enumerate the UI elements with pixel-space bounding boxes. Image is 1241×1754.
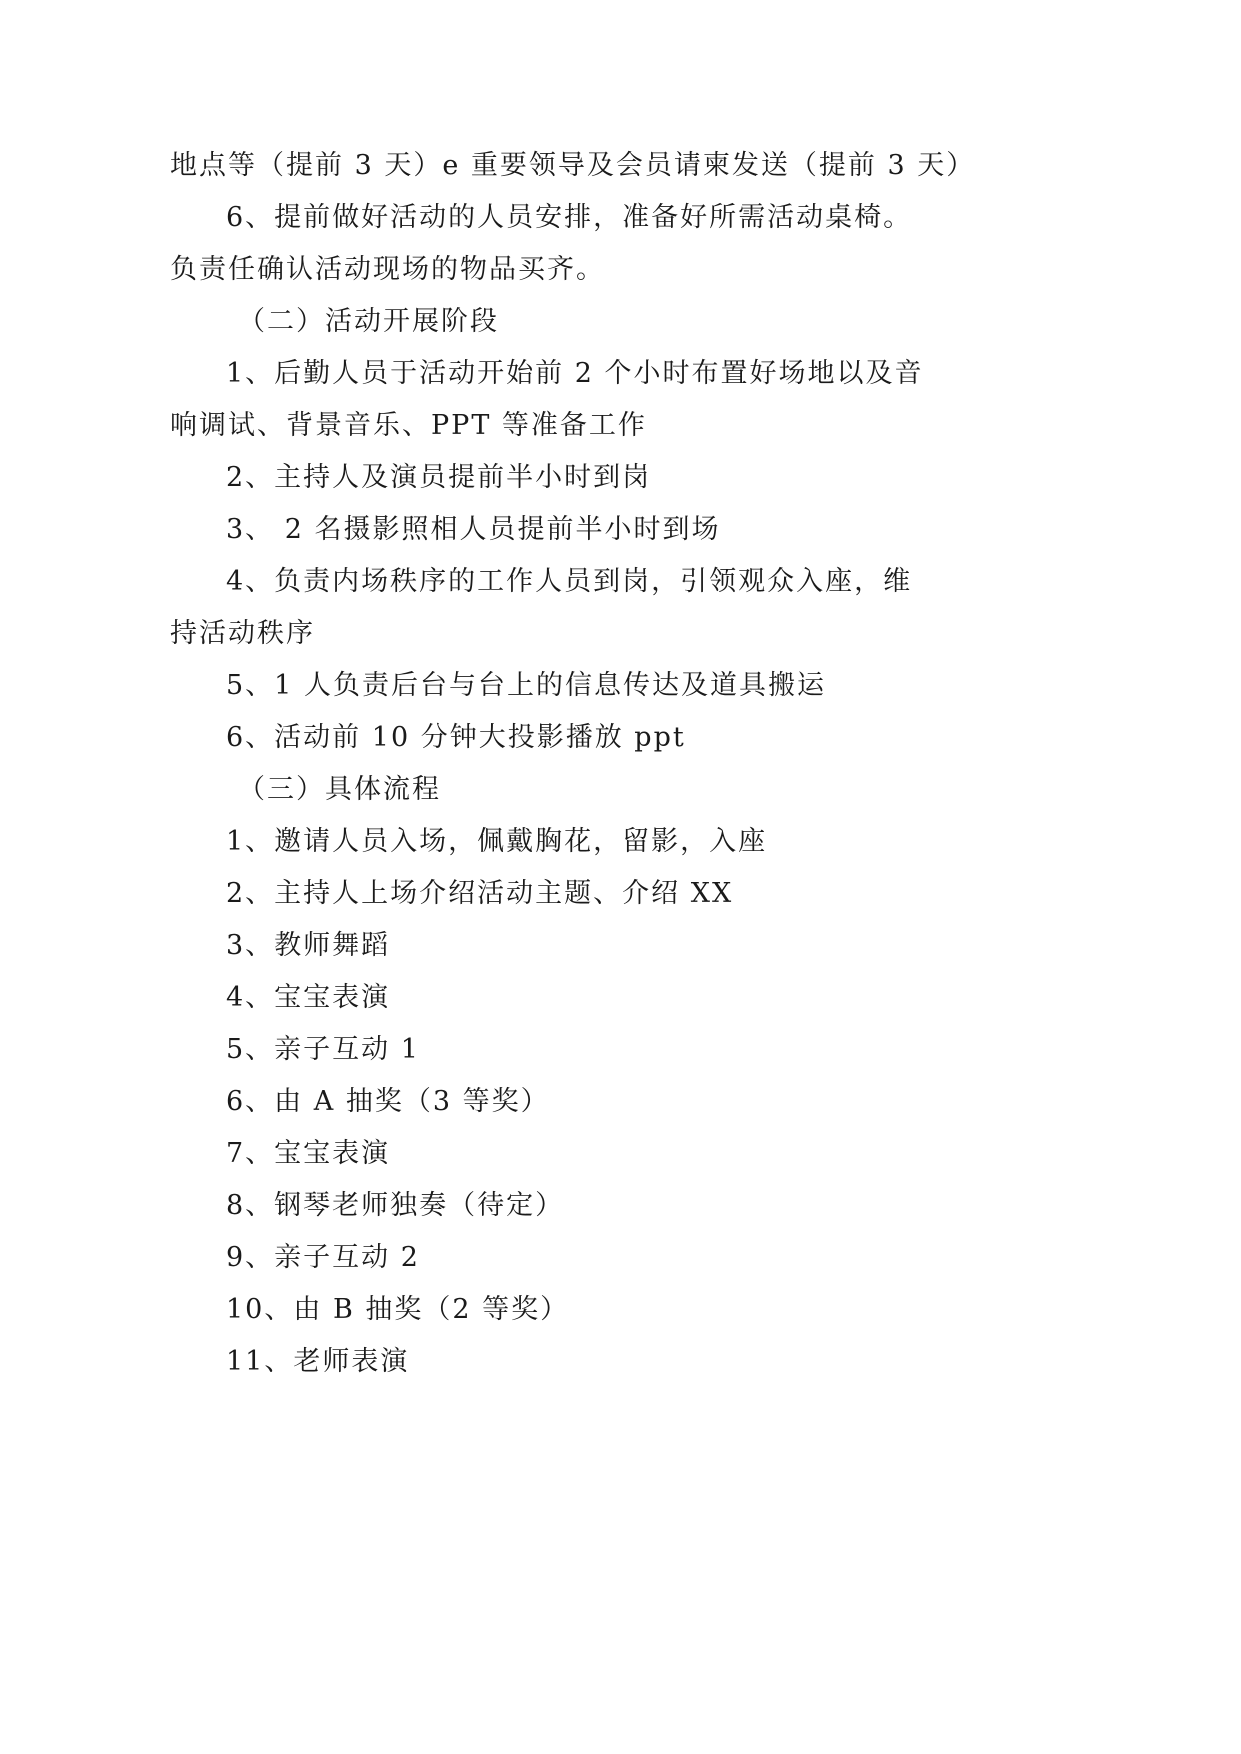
list-item: 3、教师舞蹈 — [226, 930, 391, 961]
list-item: 2、主持人及演员提前半小时到岗 — [226, 462, 652, 493]
list-item: 6、活动前 10 分钟大投影播放 ppt — [226, 722, 686, 753]
list-item: 1、邀请人员入场，佩戴胸花，留影，入座 — [226, 826, 768, 857]
paragraph-line: 持活动秩序 — [170, 618, 315, 649]
list-item: 5、亲子互动 1 — [226, 1034, 420, 1065]
paragraph-line: 6、提前做好活动的人员安排，准备好所需活动桌椅。 — [226, 202, 913, 233]
list-item: 10、由 B 抽奖（2 等奖） — [226, 1294, 570, 1325]
list-item: 9、亲子互动 2 — [226, 1242, 420, 1273]
list-item: 4、宝宝表演 — [226, 982, 391, 1013]
list-item: 11、老师表演 — [226, 1346, 410, 1377]
paragraph-line: 4、负责内场秩序的工作人员到岗，引领观众入座，维 — [226, 566, 913, 597]
document-body — [170, 140, 976, 1388]
paragraph-line: 响调试、背景音乐、PPT 等准备工作 — [170, 410, 647, 441]
list-item: 3、 2 名摄影照相人员提前半小时到场 — [226, 514, 721, 545]
list-item: 7、宝宝表演 — [226, 1138, 391, 1169]
list-item: 5、1 人负责后台与台上的信息传达及道具搬运 — [226, 670, 826, 701]
list-item: 2、主持人上场介绍活动主题、介绍 XX — [226, 878, 734, 909]
list-item: 6、由 A 抽奖（3 等奖） — [226, 1086, 550, 1117]
paragraph-line: 1、后勤人员于活动开始前 2 个小时布置好场地以及音 — [226, 358, 924, 389]
section-heading: （三）具体流程 — [238, 774, 441, 805]
list-item: 8、钢琴老师独奏（待定） — [226, 1190, 565, 1221]
section-heading: （二）活动开展阶段 — [238, 306, 499, 337]
paragraph-line: 地点等（提前 3 天）e 重要领导及会员请柬发送（提前 3 天） — [170, 150, 976, 181]
paragraph-line: 负责任确认活动现场的物品买齐。 — [170, 254, 605, 285]
